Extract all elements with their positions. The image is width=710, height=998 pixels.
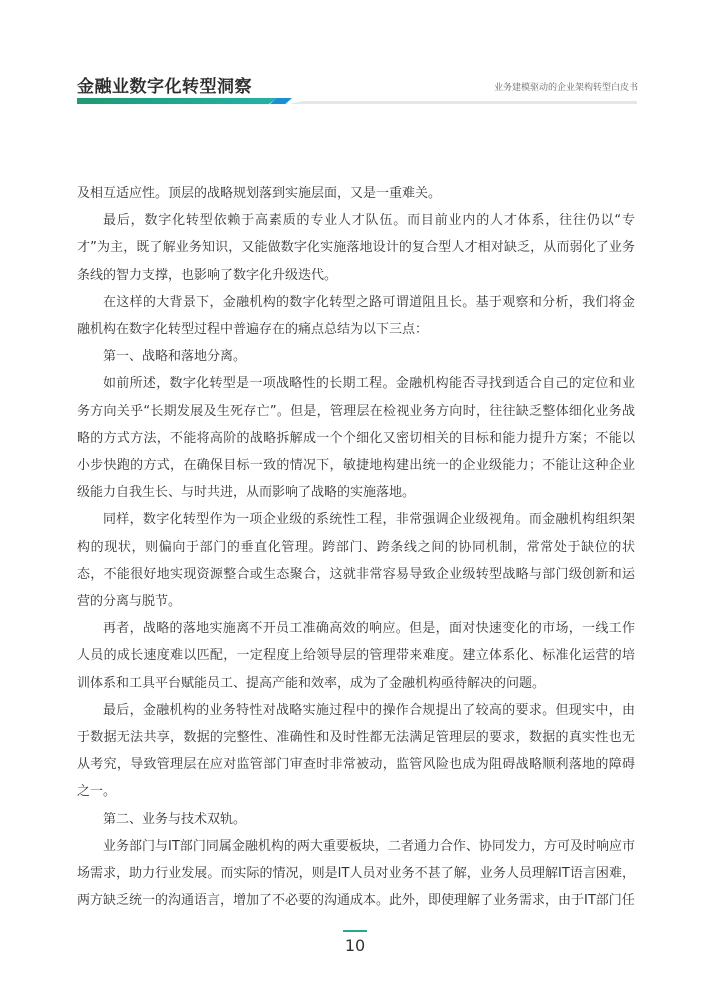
header-title: 金融业数字化转型洞察: [77, 77, 252, 97]
header-bar-green-segment: [77, 98, 277, 104]
body-text: [77, 180, 635, 914]
paragraph: 再者，战略的落地实施离不开员工准确高效的响应。但是，面对快速变化的市场，一线工作人员的成长速度难以匹配，一定程度上给领导层的管理带来难度。建立体系化、标准化运营的培训体系和工具平台赋能员工、提高产能和效率，成为了金融机构亟待解决的问题。: [77, 621, 635, 691]
paragraph: 最后，数字化转型依赖于高素质的专业人才队伍。而目前业内的人才体系，往往仍以“专才”为主，既了解业务知识，又能做数字化实施落地设计的复合型人才相对缺乏，从而弱化了业务条线的智力支撑，也影响了数字化升级迭代。: [77, 213, 635, 283]
header-accent-bar: [77, 98, 637, 104]
page-number-accent: [343, 930, 367, 932]
section-heading: 第一、战略和落地分离。: [103, 349, 247, 365]
page-number: 10: [344, 936, 366, 955]
paragraph: 同样，数字化转型作为一项企业级的系统性工程，非常强调企业级视角。而金融机构组织架构的现状，则偏向于部门的垂直化管理。跨部门、跨条线之间的协同机制，常常处于缺位的状态，不能很好地实现资源整合或生态聚合，这就非常容易导致企业级转型战略与部门级创新和运营的分离与脱节。: [77, 512, 635, 610]
section-heading: 第二、业务与技术双轨。: [103, 811, 247, 827]
paragraph: 业务部门与IT部门同属金融机构的两大重要板块，二者通力合作、协同发力，方可及时响应市场需求，助力行业发展。而实际的情况，则是IT人员对业务不甚了解，业务人员理解IT语言困难，两方缺乏统一的沟通语言，增加了不必要的沟通成本。此外，即使理解了业务需求，由于IT部门任: [77, 838, 635, 909]
header-bar-grey-segment: [289, 101, 637, 104]
paragraph: 在这样的大背景下，金融机构的数字化转型之路可谓道阻且长。基于观察和分析，我们将金融机构在数字化转型过程中普遍存在的痛点总结为以下三点：: [77, 294, 635, 338]
paragraph: 最后，金融机构的业务特性对战略实施过程中的操作合规提出了较高的要求。但现实中，由于数据无法共享，数据的完整性、准确性和及时性都无法满足管理层的要求，数据的真实性也无从考究，导致管理层在应对监管部门审查时非常被动，监管风险也成为阻碍战略顺利落地的障碍之一。: [77, 702, 635, 800]
paragraph: 如前所述，数字化转型是一项战略性的长期工程。金融机构能否寻找到适合自己的定位和业务方向关乎“长期发展及生死存亡”。但是，管理层在检视业务方向时，往往缺乏整体细化业务战略的方式方法，不能将高阶的战略拆解成一个个细化又密切相关的目标和能力提升方案；不能以小步快跑的方式，在确保目标一致的情况下，敏捷地构建出统一的企业级能力；不能让这种企业级能力自我生长、与时共进，从而影响了战略的实施落地。: [77, 376, 635, 501]
paragraph: 及相互适应性。顶层的战略规划落到实施层面，又是一重难关。: [77, 186, 442, 201]
header-subtitle: 业务建模驱动的企业架构转型白皮书: [493, 83, 638, 93]
